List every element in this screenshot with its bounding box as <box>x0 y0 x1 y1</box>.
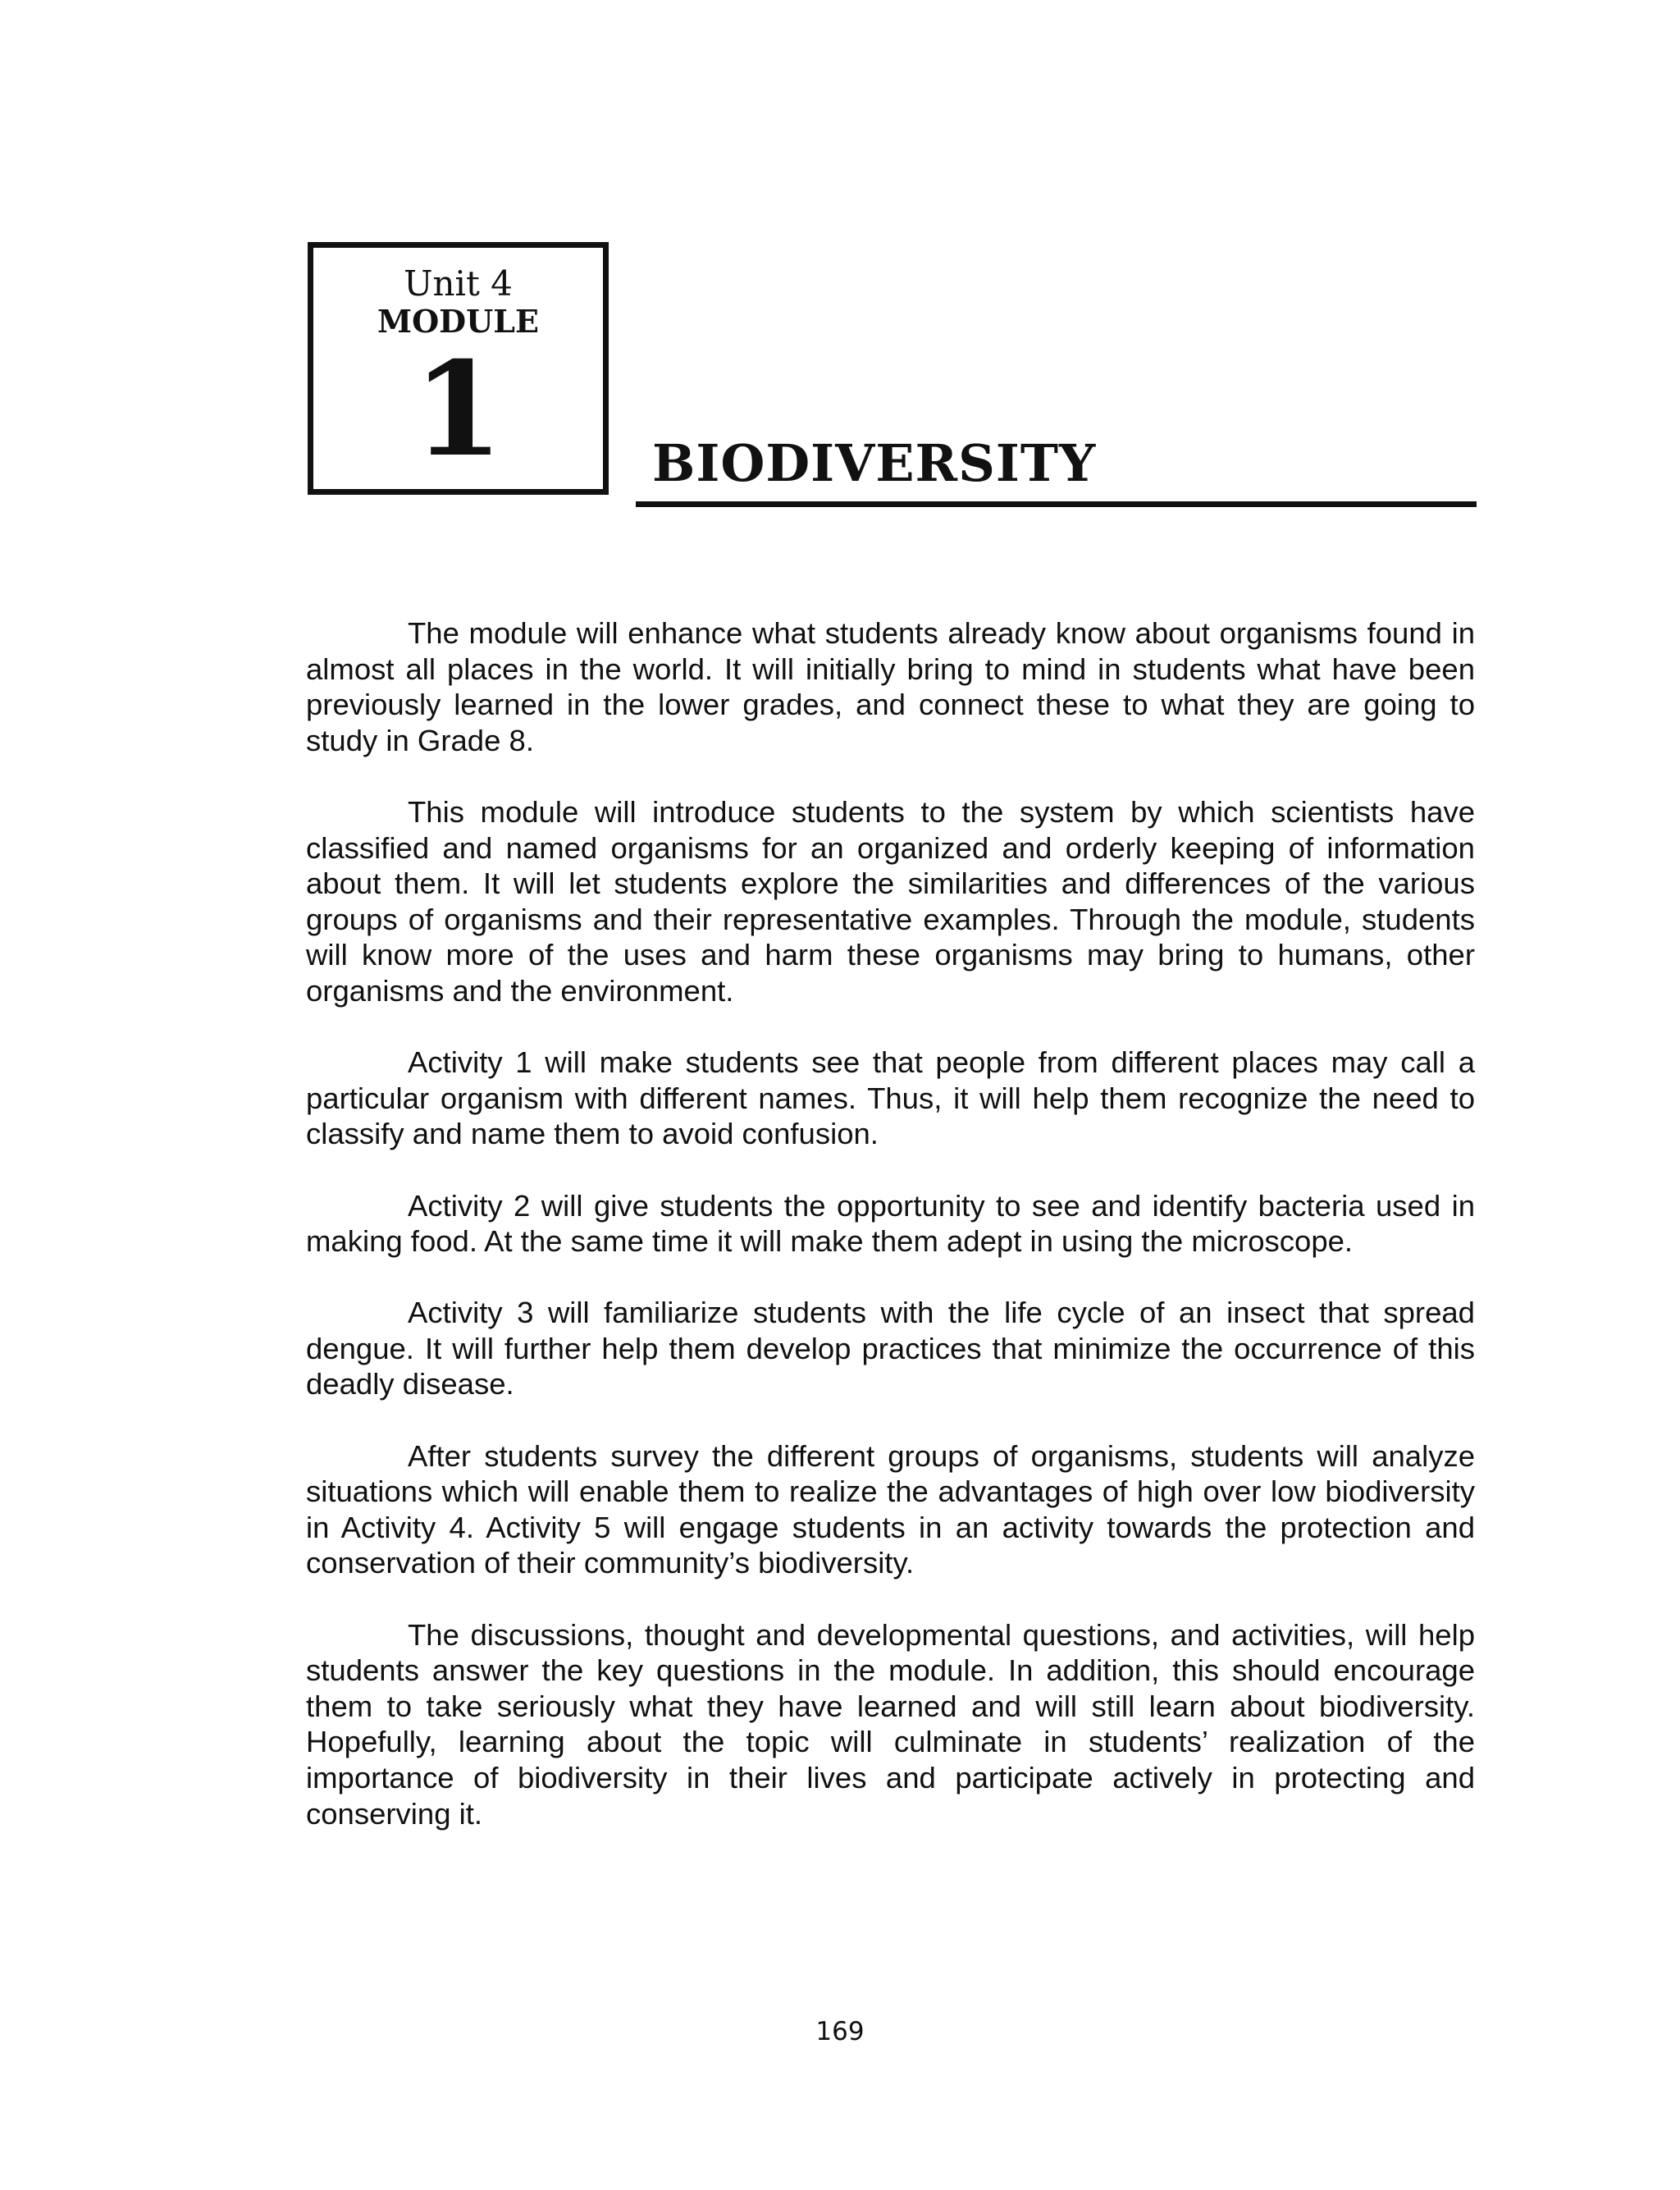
module-number: 1 <box>413 334 504 486</box>
module-box <box>308 242 609 495</box>
module-label: MODULE <box>377 303 539 340</box>
paragraph-classification: This module will introduce students to the system by which scientists have classified and named organisms for an organized and orderly keeping of information about them. It will let students explore the similarities and differences of the various groups of organisms and their representative examples. Through the module, students will know more of the uses and harm these organisms may bring to humans, other organisms and the environment. <box>306 794 1475 1008</box>
paragraph-intro: The module will enhance what students already know about organisms found in almost all places in the world. It will initially bring to mind in students what have been previously learned in the lower grades, and connect these to what they are going to study in Grade 8. <box>306 616 1475 757</box>
page-title: BIODIVERSITY <box>652 433 1097 493</box>
page-number: 169 <box>815 2017 865 2046</box>
paragraph-conclusion: The discussions, thought and developmental questions, and activities, will help students answer the key questions in the module. In addition, this should encourage them to take seriously what they have learned and will still learn about biodiversity. Hopefully, learning about the topic will culminate in students’ realization of the importance of biodiversity in their lives and participate actively in protecting and conserving it. <box>306 1617 1475 1831</box>
body-text <box>306 615 1475 1868</box>
paragraph-activity-2: Activity 2 will give students the opportunity to see and identify bacteria used in making food. At the same time it will make them adept in using the microscope. <box>306 1188 1475 1259</box>
paragraph-activity-3: Activity 3 will familiarize students with the life cycle of an insect that spread dengue. It will further help them develop practices that minimize the occurrence of this deadly disease. <box>306 1296 1475 1401</box>
paragraph-activity-1: Activity 1 will make students see that people from different places may call a particular organism with different names. Thus, it will help them recognize the need to classify and name them to avoid confusion. <box>306 1045 1475 1151</box>
paragraph-activities-4-5: After students survey the different groups of organisms, students will analyze situations which will enable them to realize the advantages of high over low biodiversity in Activity 4. Activity 5 will engage students in an activity towards the protection and conservation of their community’s biodiversity. <box>306 1438 1475 1580</box>
title-underline <box>636 427 1477 507</box>
unit-label: Unit 4 <box>404 263 513 304</box>
